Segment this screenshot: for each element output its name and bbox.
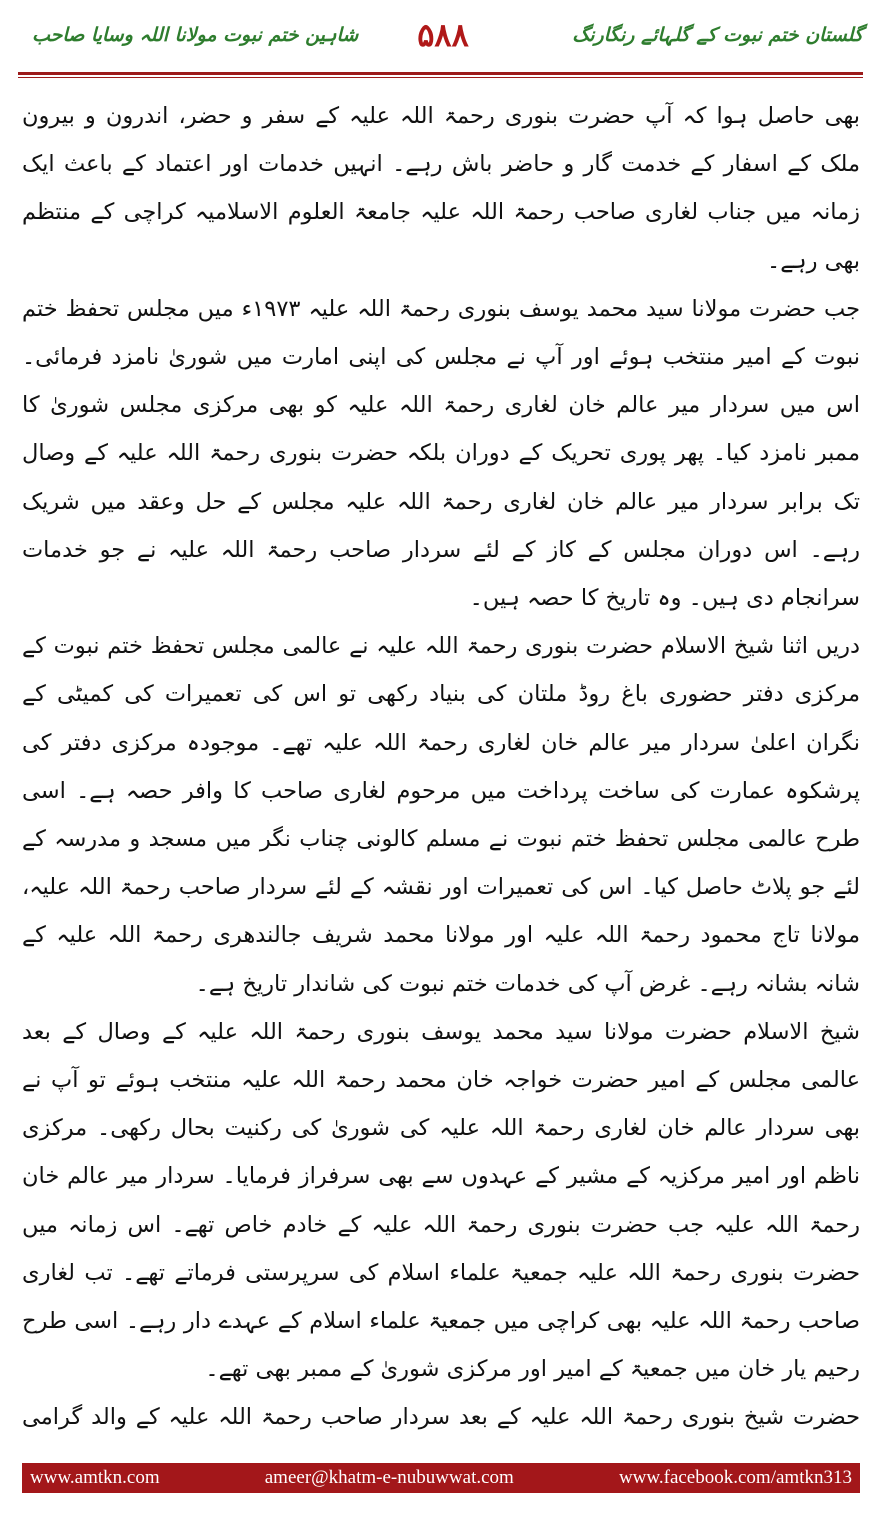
page-footer xyxy=(22,1463,860,1493)
page-number: ۵۸۸ xyxy=(417,16,469,54)
header-rule xyxy=(18,72,863,75)
paragraph-5: حضرت شیخ بنوری رحمۃ اللہ علیہ کے بعد سردار صاحب رحمۃ اللہ علیہ کے والد گرامی xyxy=(22,1404,860,1431)
section-title: شاہین ختم نبوت مولانا اللہ وسایا صاحب xyxy=(32,24,359,46)
page-header xyxy=(18,14,863,68)
footer-website-link[interactable]: www.amtkn.com xyxy=(30,1467,160,1488)
footer-facebook-link[interactable]: www.facebook.com/amtkn313 xyxy=(618,1467,852,1488)
paragraph-4: شیخ الاسلام حضرت مولانا سید محمد یوسف بنوری رحمۃ اللہ علیہ کے وصال کے بعد عالمی مجلس کے امیر حضرت خواجہ خان محمد رحمۃ اللہ علیہ منتخب ہوئے تو آپ نے بھی سردار عالم خان لغاری رحمۃ اللہ علیہ کی شوریٰ کی رکنیت بحال رکھی۔ مرکزی ناظم اور امیر مرکزیہ کے مشیر کے عہدوں سے بھی سرفراز فرمایا۔ سردار میر عالم خان رحمۃ اللہ علیہ جب حضرت بنوری رحمۃ اللہ علیہ کے خادم خاص تھے۔ اس زمانہ میں حضرت بنوری رحمۃ اللہ علیہ جمعیۃ علماء اسلام کی سرپرستی فرماتے تھے۔ تب لغاری صاحب رحمۃ اللہ علیہ بھی کراچی میں جمعیۃ علماء اسلام کے عہدے دار رہے۔ اسی طرح رحیم یار خان میں جمعیۃ کے امیر اور مرکزی شوریٰ کے ممبر بھی تھے۔ xyxy=(22,1018,860,1383)
paragraph-2: جب حضرت مولانا سید محمد یوسف بنوری رحمۃ اللہ علیہ ۱۹۷۳ء میں مجلس تحفظ ختم نبوت کے امیر منتخب ہوئے اور آپ نے مجلس کی اپنی امارت میں شوریٰ نامزد فرمائی۔ اس میں سردار میر عالم خان لغاری رحمۃ اللہ علیہ کو بھی مرکزی مجلس شوریٰ کا ممبر نامزد کیا۔ پھر پوری تحریک کے دوران بلکہ حضرت بنوری رحمۃ اللہ علیہ کے وصال تک برابر سردار میر عالم خان لغاری رحمۃ اللہ علیہ مجلس کے حل وعقد میں شریک رہے۔ اس دوران مجلس کے کاز کے لئے سردار صاحب رحمۃ اللہ علیہ نے جو خدمات سرانجام دی ہیں۔ وہ تاریخ کا حصہ ہیں۔ xyxy=(22,295,860,612)
footer-email-link[interactable]: ameer@khatm-e-nubuwwat.com xyxy=(264,1467,514,1488)
paragraph-3: دریں اثنا شیخ الاسلام حضرت بنوری رحمۃ اللہ علیہ نے عالمی مجلس تحفظ ختم نبوت کے مرکزی دفتر حضوری باغ روڈ ملتان کی بنیاد رکھی تو اس کی تعمیرات کی کمیٹی کے نگران اعلیٰ سردار میر عالم خان لغاری رحمۃ اللہ علیہ تھے۔ موجودہ مرکزی دفتر کی پرشکوہ عمارت کی ساخت پرداخت میں مرحوم لغاری صاحب کا وافر حصہ ہے۔ اسی طرح عالمی مجلس تحفظ ختم نبوت نے مسلم کالونی چناب نگر میں مسجد و مدرسہ کے لئے جو پلاٹ حاصل کیا۔ اس کی تعمیرات اور نقشہ کے لئے سردار صاحب رحمۃ اللہ علیہ، مولانا تاج محمود رحمۃ اللہ علیہ اور مولانا محمد شریف جالندھری رحمۃ اللہ علیہ کے شانہ بشانہ رہے۔ غرض آپ کی خدمات ختم نبوت کی شاندار تاریخ ہے۔ xyxy=(22,633,860,997)
header-rule-thin xyxy=(18,77,863,78)
paragraph-1: بھی حاصل ہوا کہ آپ حضرت بنوری رحمۃ اللہ علیہ کے سفر و حضر، اندرون و بیرون ملک کے اسفار کے خدمت گار و حاضر باش رہے۔ انہیں خدمات اور اعتماد کے باعث ایک زمانہ میں جناب لغاری صاحب رحمۃ اللہ علیہ جامعۃ العلوم الاسلامیہ کراچی کے منتظم بھی رہے۔ xyxy=(22,103,860,274)
body-text xyxy=(22,92,860,1452)
book-title: گلستان ختم نبوت کے گلہائے رنگارنگ xyxy=(572,24,863,46)
